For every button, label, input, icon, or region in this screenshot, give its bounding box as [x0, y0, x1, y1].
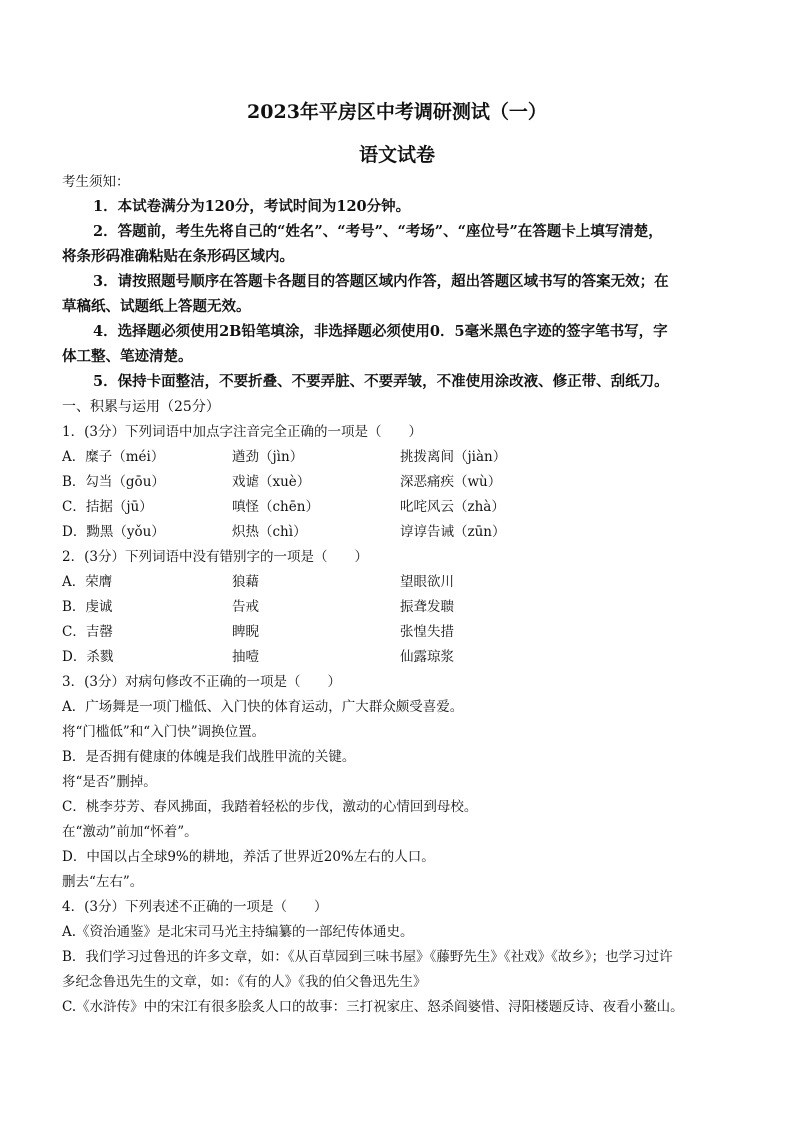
notice-item-4: 4．选择题必须使用2B铅笔填涂，非选择题必须使用0．5毫米黑色字迹的签字笔书写，字 — [93, 323, 668, 340]
q2-option-a-1: A．荣膺 — [62, 574, 113, 590]
q1-option-b-1: B．勾当（gōu） — [62, 474, 165, 490]
q3-line-3: B．是否拥有健康的体魄是我们战胜甲流的关键。 — [62, 749, 356, 765]
q1-option-b-2: 戏谑（xuè） — [232, 474, 311, 490]
q3-line-4: 将“是否”删掉。 — [62, 774, 157, 790]
notice-label: 考生须知： — [62, 174, 130, 190]
notice-item-2: 2．答题前，考生先将自己的“姓名”、“考号”、“考场”、“座位号”在答题卡上填写清楚， — [93, 223, 663, 240]
q2-option-a-2: 狼藉 — [232, 574, 259, 590]
q2-option-d-3: 仙露琼浆 — [400, 649, 454, 665]
notice-item-5: 5．保持卡面整洁，不要折叠、不要弄脏、不要弄皱，不准使用涂改液、修正带、刮纸刀。 — [93, 373, 669, 390]
q3-line-7: D．中国以占全球9%的耕地，养活了世界近20%左右的人口。 — [62, 849, 435, 865]
q1-option-a-3: 挑拨离间（jiàn） — [400, 449, 507, 465]
q2-option-b-2: 告戒 — [232, 599, 259, 615]
q1-stem: 1．(3分）下列词语中加点字注音完全正确的一项是（ ） — [62, 424, 422, 440]
q4-line-3: 多纪念鲁迅先生的文章，如：《有的人》《我的伯父鲁迅先生》 — [62, 974, 427, 990]
q3-line-2: 将“门槛低”和“入门快”调换位置。 — [62, 724, 266, 740]
q2-option-d-2: 抽噎 — [232, 649, 259, 665]
q1-option-b-3: 深恶痛疾（wù） — [400, 474, 502, 490]
section-heading: 一、积累与运用（25分） — [62, 399, 220, 415]
q3-line-6: 在“激动”前加“怀着”。 — [62, 824, 198, 840]
q1-option-d-2: 炽热（chì） — [232, 524, 307, 540]
q3-line-5: C．桃李芬芳、春风拂面，我踏着轻松的步伐，激动的心情回到母校。 — [62, 799, 478, 815]
notice-item-3: 3．请按照题号顺序在答题卡各题目的答题区域内作答，超出答题区域书写的答案无效；在 — [93, 273, 669, 290]
q1-option-c-2: 嗔怪（chēn） — [232, 499, 319, 515]
q2-option-a-3: 望眼欲川 — [400, 574, 454, 590]
q2-option-d-1: D．杀戮 — [62, 649, 114, 665]
q2-option-b-1: B．虔诚 — [62, 599, 113, 615]
exam-title: 2023年平房区中考调研测试（一） — [247, 101, 547, 123]
q2-option-c-3: 张惶失措 — [400, 624, 454, 640]
q2-option-c-1: C．吉罄 — [62, 624, 113, 640]
q3-stem: 3．(3分）对病句修改不正确的一项是（ ） — [62, 674, 341, 690]
notice-item-4-cont: 体工整、笔迹清楚。 — [62, 348, 193, 365]
q1-option-c-1: C．拮据（jū） — [62, 499, 153, 515]
q3-line-1: A．广场舞是一项门槛低、入门快的体育运动，广大群众颇受喜爱。 — [62, 699, 464, 715]
q2-option-c-2: 睥睨 — [232, 624, 259, 640]
q4-stem: 4．(3分）下列表述不正确的一项是（ ） — [62, 899, 328, 915]
notice-item-1: 1．本试卷满分为120分，考试时间为120分钟。 — [93, 198, 411, 215]
q4-line-4: C.《水浒传》中的宋江有很多脍炙人口的故事：三打祝家庄、怒杀阎婆惜、浔阳楼题反诗、夜看小鳌山。 — [62, 999, 684, 1015]
q2-option-b-3: 振聋发聩 — [400, 599, 454, 615]
exam-subtitle: 语文试卷 — [358, 144, 435, 166]
q1-option-c-3: 叱咤风云（zhà） — [400, 499, 505, 515]
q4-line-2: B．我们学习过鲁迅的许多文章，如：《从百草园到三味书屋》《藤野先生》《社戏》《故乡》；也学习过许 — [62, 949, 673, 965]
q1-option-a-2: 遒劲（jìn） — [232, 449, 304, 465]
q4-line-1: A.《资治通鉴》是北宋司马光主持编纂的一部纪传体通史。 — [62, 924, 414, 940]
q3-line-8: 删去“左右”。 — [62, 874, 144, 890]
notice-item-2-cont: 将条形码准确粘贴在条形码区域内。 — [62, 248, 294, 265]
q2-stem: 2．(3分）下列词语中没有错别字的一项是（ ） — [62, 549, 368, 565]
notice-item-3-cont: 草稿纸、试题纸上答题无效。 — [62, 298, 251, 315]
q1-option-d-3: 谆谆告诫（zūn） — [400, 524, 506, 540]
q1-option-a-1: A．糜子（méi） — [62, 449, 165, 465]
q1-option-d-1: D．黝黑（yǒu） — [62, 524, 165, 540]
